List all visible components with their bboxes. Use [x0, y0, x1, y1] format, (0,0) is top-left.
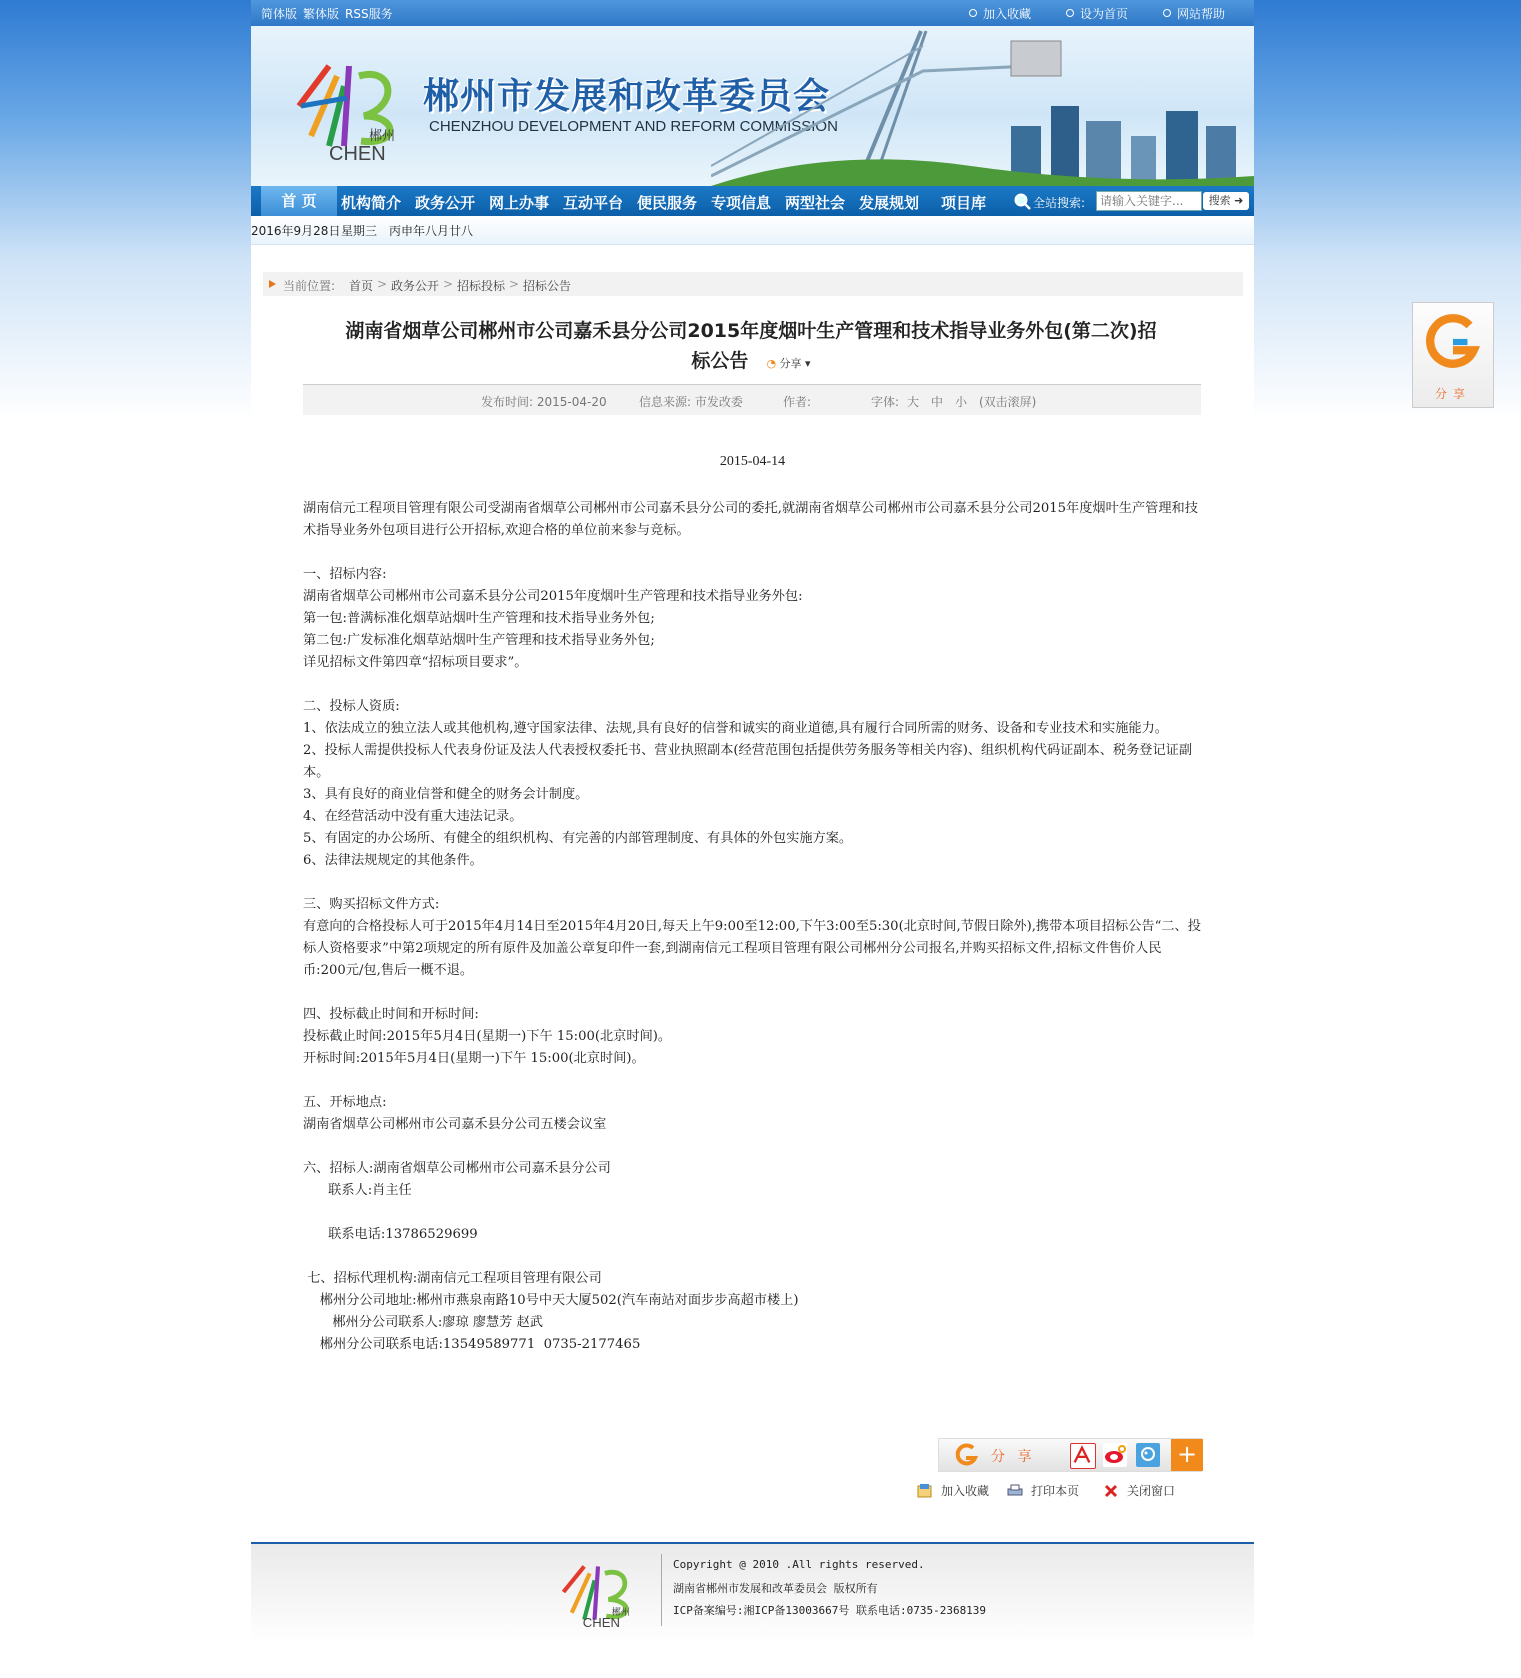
- article-paragraph: 开标时间:2015年5月4日(星期一)下午 15:00(北京时间)。: [303, 1051, 645, 1066]
- article-paragraph: 四、投标截止时间和开标时间:: [303, 1007, 479, 1022]
- breadcrumb-sep: >: [509, 277, 520, 291]
- breadcrumb-label: 当前位置:: [283, 279, 336, 293]
- breadcrumb-bidding[interactable]: 招标投标: [457, 279, 506, 293]
- nav-item-planning[interactable]: 发展规划: [859, 194, 920, 212]
- footer-logo-small-text: 郴州: [611, 1607, 630, 1618]
- article-title: [301, 316, 1201, 379]
- article-paragraph: 联系人:肖主任: [303, 1183, 412, 1198]
- article-paragraph: 6、法律法规规定的其他条件。: [303, 853, 483, 868]
- font-size-medium[interactable]: 中: [931, 395, 944, 409]
- footer-owner: 湖南省郴州市发展和改革委员会 版权所有: [673, 1582, 878, 1595]
- print-button[interactable]: [1007, 1482, 1079, 1499]
- share-mini-button[interactable]: ◔ 分享 ▾: [766, 357, 811, 370]
- article-date: 2015-04-14: [719, 454, 786, 469]
- side-share-button[interactable]: [1412, 302, 1494, 408]
- search-icon: [1013, 192, 1031, 210]
- paragraph-gap: [303, 674, 1203, 696]
- site-help-link[interactable]: [1163, 5, 1225, 22]
- current-date: 2016年9月28日: [251, 224, 341, 238]
- article-paragraph: 郴州分公司联系人:廖琼 廖慧芳 赵武: [303, 1315, 543, 1330]
- article-paragraph: 五、开标地点:: [303, 1095, 387, 1110]
- share-mini-label: 分享: [779, 357, 802, 370]
- current-weekday: 星期三: [341, 224, 378, 238]
- breadcrumb-home[interactable]: 首页: [349, 279, 374, 293]
- traditional-link[interactable]: 繁体版: [303, 7, 340, 21]
- article-paragraph: 湖南省烟草公司郴州市公司嘉禾县分公司五楼会议室: [303, 1117, 607, 1132]
- article-paragraph: 第一包:普满标准化烟草站烟叶生产管理和技术指导业务外包;: [303, 611, 655, 626]
- add-favorite-label: 加入收藏: [941, 1484, 990, 1498]
- share-label[interactable]: 分 享: [991, 1449, 1036, 1465]
- nav-home[interactable]: 首 页: [261, 186, 337, 216]
- paragraph-gap: [303, 1070, 1203, 1092]
- tencent-icon[interactable]: [1136, 1443, 1160, 1467]
- print-icon: [1007, 1484, 1023, 1498]
- article-paragraph: 3、具有良好的商业信誉和健全的财务会计制度。: [303, 787, 589, 802]
- print-label: 打印本页: [1031, 1484, 1080, 1498]
- breadcrumb-sep: >: [443, 277, 454, 291]
- share-more-button[interactable]: +: [1171, 1439, 1203, 1471]
- main-nav: [251, 186, 1254, 216]
- nav-item-online-service[interactable]: 网上办事: [489, 194, 550, 212]
- breadcrumb: [263, 272, 1243, 296]
- footer: [251, 1544, 1254, 1644]
- logo-text: CHEN: [329, 143, 386, 165]
- breadcrumb-government[interactable]: 政务公开: [391, 279, 440, 293]
- footer-logo-text: CHEN: [582, 1615, 620, 1630]
- article-title-line1: 湖南省烟草公司郴州市公司嘉禾县分公司2015年度烟叶生产管理和技术指导业务外包(第二次)招: [345, 320, 1157, 342]
- article-paragraph: 投标截止时间:2015年5月4日(星期一)下午 15:00(北京时间)。: [303, 1029, 672, 1044]
- lunar-date: 丙申年八月廿八: [389, 224, 474, 238]
- site-subtitle: CHENZHOU DEVELOPMENT AND REFORM COMMISSION: [429, 118, 838, 135]
- nav-item-special-info[interactable]: 专项信息: [711, 194, 772, 212]
- pdf-icon[interactable]: [1070, 1443, 1096, 1469]
- close-window-button[interactable]: [1103, 1482, 1175, 1499]
- article-paragraph: 湖南省烟草公司郴州市公司嘉禾县分公司2015年度烟叶生产管理和技术指导业务外包:: [303, 589, 803, 604]
- footer-logo: [554, 1554, 642, 1630]
- article-paragraph: 2、投标人需提供投标人代表身份证及法人代表授权委托书、营业执照副本(经营范围包括提供劳务服务等相关内容)、组织机构代码证副本、税务登记证副本。: [303, 743, 1193, 780]
- article-paragraph: 第二包:广发标准化烟草站烟叶生产管理和技术指导业务外包;: [303, 633, 655, 648]
- add-favorite-button[interactable]: [917, 1482, 989, 1499]
- bullet-icon: [1163, 9, 1171, 17]
- site-title: 郴州市发展和改革委员会: [423, 76, 831, 117]
- article-meta: [303, 384, 1201, 415]
- add-favorite-link[interactable]: [969, 5, 1031, 22]
- bullet-icon: [969, 9, 977, 17]
- side-share-label: 分享: [1434, 387, 1471, 401]
- author: 作者:: [783, 395, 812, 409]
- nav-item-projects[interactable]: 项目库: [941, 194, 987, 212]
- site-logo[interactable]: [289, 46, 409, 166]
- search-label: 全站搜索:: [1033, 196, 1086, 210]
- top-bar: [251, 0, 1254, 26]
- paragraph-gap: [303, 982, 1203, 1004]
- article-paragraph: 三、购买招标文件方式:: [303, 897, 440, 912]
- share-logo-icon[interactable]: [953, 1442, 979, 1468]
- article-paragraph: 详见招标文件第四章“招标项目要求”。: [303, 655, 528, 670]
- article-paragraph: 5、有固定的办公场所、有健全的组织机构、有完善的内部管理制度、有具体的外包实施方案。: [303, 831, 853, 846]
- article-paragraph: 有意向的合格投标人可于2015年4月14日至2015年4月20日,每天上午9:00至12:00,下午3:00至5:30(北京时间,节假日除外),携带本项目招标公告“二、投标人资格要求”中第2项规定的所有原件及加盖公章复印件一套,到湖南信元工程项目管理有限公司郴州分公司报名,并购买招标文件,招标文件售价人民币:200元/包,售后一概不退。: [303, 919, 1201, 978]
- close-window-label: 关闭窗口: [1127, 1484, 1176, 1498]
- set-homepage-label: 设为首页: [1080, 7, 1129, 21]
- weibo-icon[interactable]: [1103, 1443, 1127, 1467]
- breadcrumb-sep: >: [377, 277, 388, 291]
- search-button[interactable]: 搜索 ➜: [1203, 192, 1249, 210]
- footer-copyright: Copyright @ 2010 .All rights reserved.: [673, 1558, 925, 1571]
- paragraph-gap: [303, 1202, 1203, 1224]
- article-paragraph: 郴州分公司联系电话:13549589771 0735-2177465: [303, 1337, 641, 1352]
- double-click-scroll: (双击滚屏): [979, 395, 1037, 409]
- close-icon: [1103, 1484, 1119, 1498]
- font-size-small[interactable]: 小: [955, 395, 968, 409]
- nav-item-about[interactable]: 机构简介: [341, 194, 402, 212]
- article-paragraph: 六、招标人:湖南省烟草公司郴州市公司嘉禾县分公司: [303, 1161, 611, 1176]
- article-paragraph: 4、在经营活动中没有重大违法记录。: [303, 809, 523, 824]
- search-input[interactable]: [1096, 191, 1202, 211]
- divider: [251, 244, 1254, 245]
- share-bar: [938, 1438, 1202, 1472]
- footer-icp: ICP备案编号:湘ICP备13003667号 联系电话:0735-2368139: [673, 1604, 987, 1617]
- paragraph-gap: [303, 1136, 1203, 1158]
- breadcrumb-arrow-icon: [269, 280, 276, 288]
- share-logo-icon: [1422, 311, 1484, 373]
- article-paragraph: 湖南信元工程项目管理有限公司受湖南省烟草公司郴州市公司嘉禾县分公司的委托,就湖南省烟草公司郴州市公司嘉禾县分公司2015年度烟叶生产管理和技术指导业务外包项目进行公开招标,欢迎合格的单位前来参与竞标。: [303, 501, 1198, 538]
- article-paragraph: 二、投标人资质:: [303, 699, 400, 714]
- article-paragraph: 联系电话:13786529699: [303, 1227, 478, 1242]
- favorite-icon: [917, 1484, 933, 1498]
- site-help-label: 网站帮助: [1177, 7, 1226, 21]
- paragraph-gap: [303, 1246, 1203, 1268]
- add-favorite-label: 加入收藏: [983, 7, 1032, 21]
- rss-link[interactable]: RSS服务: [345, 7, 393, 21]
- article-paragraph: 七、招标代理机构:湖南信元工程项目管理有限公司: [303, 1271, 602, 1286]
- article-body: [303, 498, 1203, 1356]
- article-title-line2: 标公告: [691, 350, 749, 372]
- nav-item-interaction[interactable]: 互动平台: [563, 194, 624, 212]
- paragraph-gap: [303, 872, 1203, 894]
- publish-time: 发布时间: 2015-04-20: [481, 395, 607, 409]
- paragraph-gap: [303, 542, 1203, 564]
- article-paragraph: 1、依法成立的独立法人或其他机构,遵守国家法律、法规,具有良好的信誉和诚实的商业道德,具有履行合同所需的财务、设备和专业技术和实施能力。: [303, 721, 1168, 736]
- crane-skyline-illustration: [711, 26, 1254, 186]
- set-homepage-link[interactable]: [1066, 5, 1128, 22]
- footer-separator: [661, 1554, 662, 1626]
- logo-small-text: 郴州: [369, 129, 396, 144]
- article-paragraph: 郴州分公司地址:郴州市燕泉南路10号中天大厦502(汽车南站对面步步高超市楼上): [303, 1293, 799, 1308]
- header-banner: [251, 26, 1254, 186]
- font-size-large[interactable]: 大: [907, 395, 920, 409]
- article-paragraph: 一、招标内容:: [303, 567, 387, 582]
- nav-item-government[interactable]: 政务公开: [415, 194, 476, 212]
- date-bar: [251, 216, 1254, 244]
- page-container: [251, 0, 1254, 1678]
- info-source: 信息来源: 市发改委: [639, 395, 743, 409]
- breadcrumb-notice[interactable]: 招标公告: [523, 279, 572, 293]
- font-label: 字体:: [871, 395, 900, 409]
- bullet-icon: [1066, 9, 1074, 17]
- search-button-label: 搜索: [1208, 194, 1231, 207]
- simplified-link[interactable]: 简体版: [261, 7, 298, 21]
- nav-item-two-type[interactable]: 两型社会: [785, 194, 846, 212]
- nav-item-public-service[interactable]: 便民服务: [637, 194, 698, 212]
